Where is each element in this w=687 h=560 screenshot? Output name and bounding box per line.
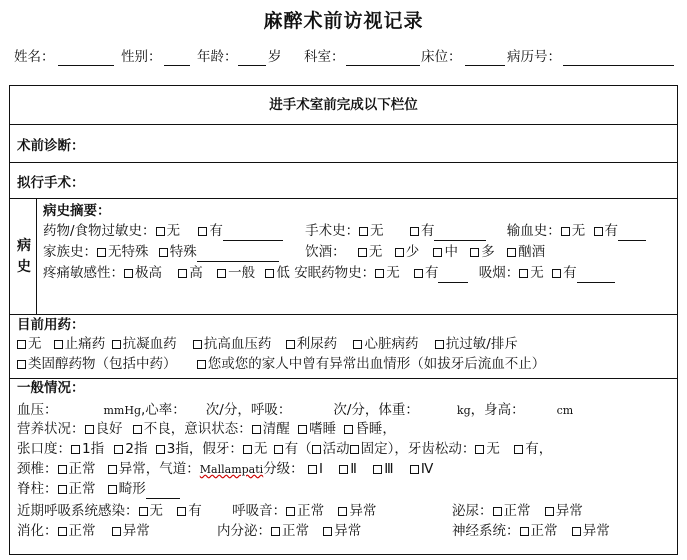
per-min-label: 次/分，体重： — [333, 402, 419, 418]
option-label: 您或您的家人中曾有异常出血情形（如拔牙后流血不止） — [207, 356, 546, 372]
surgery-history-label: 手术史： — [305, 223, 360, 239]
option-label: 异常 — [349, 503, 377, 519]
resp-infection-none-checkbox[interactable] — [139, 507, 148, 516]
endocrine-normal-checkbox[interactable] — [271, 527, 280, 536]
record-no-field[interactable] — [563, 65, 674, 66]
pain-high-checkbox[interactable] — [178, 269, 187, 278]
breath-normal-checkbox[interactable] — [286, 507, 295, 516]
option-label: 特殊 — [169, 244, 197, 260]
name-label: 姓名： — [14, 49, 55, 65]
option-label: 无 — [530, 265, 544, 281]
med-steroid-checkbox[interactable] — [17, 360, 26, 369]
digestive-line — [17, 522, 150, 541]
option-label: 无 — [368, 244, 383, 260]
med-analgesic-checkbox[interactable] — [54, 340, 63, 349]
sedative-detail-field[interactable] — [438, 267, 468, 283]
denture-have-checkbox[interactable] — [274, 445, 283, 454]
mallampati-4-checkbox[interactable] — [410, 465, 419, 474]
option-label: 异常 — [118, 461, 146, 477]
sedative-none-checkbox[interactable] — [375, 269, 384, 278]
general-row — [10, 378, 677, 554]
med-anticoagulant-checkbox[interactable] — [112, 340, 121, 349]
urinary-abnormal-checkbox[interactable] — [545, 507, 554, 516]
sedative-have-checkbox[interactable] — [414, 269, 423, 278]
option-label: 有 — [188, 503, 202, 519]
option-label: 异常 — [555, 503, 583, 519]
med-none-checkbox[interactable] — [17, 340, 26, 349]
history-row — [10, 198, 677, 314]
surgery-row[interactable] — [10, 162, 677, 198]
neck-abnormal-checkbox[interactable] — [108, 465, 117, 474]
option-label: 固定）， — [360, 441, 408, 457]
allergy-have-checkbox[interactable] — [198, 227, 207, 236]
spine-label: 脊柱： — [17, 481, 58, 497]
option-label: 无 — [166, 223, 181, 239]
bed-field[interactable] — [465, 65, 505, 66]
option-label: 无 — [149, 503, 163, 519]
option-label: 少 — [405, 244, 420, 260]
option-label: Ⅰ — [318, 461, 323, 477]
loose-teeth-none-checkbox[interactable] — [475, 445, 484, 454]
spine-deformity-checkbox[interactable] — [108, 485, 117, 494]
option-label: 无 — [253, 441, 268, 457]
option-label: 利尿药 — [296, 336, 338, 352]
option-label: 良好 — [95, 421, 123, 437]
medication-label: 目前用药： — [17, 317, 85, 333]
name-field[interactable] — [58, 65, 114, 66]
allergy-detail-field[interactable] — [223, 225, 283, 241]
option-label: 止痛药 — [64, 336, 106, 352]
patient-header — [14, 48, 682, 68]
drinking-much-checkbox[interactable] — [470, 248, 479, 257]
digestive-abnormal-checkbox[interactable] — [112, 527, 121, 536]
gender-label: 性别： — [121, 49, 162, 65]
nutrition-line — [17, 420, 396, 439]
med-diuretic-checkbox[interactable] — [286, 340, 295, 349]
pain-low-checkbox[interactable] — [265, 269, 274, 278]
option-label: 高 — [189, 265, 203, 281]
mallampati-label: Mallampati — [199, 463, 264, 476]
option-label: 正常 — [68, 481, 96, 497]
history-line-1 — [43, 222, 646, 241]
kg-unit: kg — [456, 404, 471, 417]
option-label: 畸形 — [118, 481, 146, 497]
option-label: 无 — [386, 265, 400, 281]
option-label: 低 — [276, 265, 290, 281]
mallampati-2-checkbox[interactable] — [339, 465, 348, 474]
option-label: 中 — [444, 244, 458, 260]
nutrition-good-checkbox[interactable] — [85, 425, 94, 434]
option-label: 酗酒 — [518, 244, 546, 260]
option-label: 嗜睡 — [309, 421, 337, 437]
digestive-label: 消化： — [17, 523, 58, 539]
age-field[interactable] — [238, 65, 266, 66]
allergy-label: 药物/食物过敏史： — [43, 223, 156, 239]
option-label: 无 — [370, 223, 384, 239]
surgery-history-detail-field[interactable] — [434, 225, 486, 241]
sedative-label: 安眠药物史： — [294, 265, 376, 281]
endocrine-abnormal-checkbox[interactable] — [323, 527, 332, 536]
history-line-3 — [43, 264, 615, 283]
history-char-1: 病 — [17, 238, 31, 254]
mouth-line — [17, 440, 552, 459]
loose-teeth-have-checkbox[interactable] — [514, 445, 523, 454]
age-label: 年龄： — [197, 49, 238, 65]
option-label: 异常 — [582, 523, 610, 539]
mallampati-1-checkbox[interactable] — [308, 465, 317, 474]
family-no-special-checkbox[interactable] — [97, 248, 106, 257]
height-label: ，身高： — [470, 402, 525, 418]
option-label: 正常 — [530, 523, 558, 539]
medication-row — [10, 314, 677, 378]
mouth-1-finger-checkbox[interactable] — [71, 445, 80, 454]
option-label: 正常 — [68, 461, 96, 477]
hr-label: ,心率： — [141, 402, 186, 418]
resp-infection-label: 近期呼吸系统感染： — [17, 503, 139, 519]
general-label: 一般情况： — [17, 380, 85, 396]
drinking-medium-checkbox[interactable] — [433, 248, 442, 257]
drinking-label: 饮酒： — [305, 244, 346, 260]
option-label: 异常 — [334, 523, 362, 539]
pain-normal-checkbox[interactable] — [217, 269, 226, 278]
family-history-label: 家族史： — [43, 244, 97, 260]
nervous-group — [452, 522, 610, 541]
option-label: 多 — [481, 244, 495, 260]
option-label: 心脏病药 — [364, 336, 419, 352]
diagnosis-row[interactable] — [10, 124, 677, 162]
option-label: 有 — [209, 223, 223, 239]
consciousness-clear-checkbox[interactable] — [252, 425, 261, 434]
bp-label: 血压： — [17, 402, 58, 418]
allergy-none-checkbox[interactable] — [156, 227, 165, 236]
consciousness-label: ，意识状态： — [170, 421, 252, 437]
history-side-label — [10, 198, 37, 314]
nutrition-poor-checkbox[interactable] — [133, 425, 142, 434]
option-label: 3指， — [166, 441, 203, 457]
urinary-group — [452, 502, 583, 521]
denture-fixed-checkbox[interactable] — [350, 445, 359, 454]
drinking-alcoholism-checkbox[interactable] — [507, 248, 516, 257]
nervous-normal-checkbox[interactable] — [520, 527, 529, 536]
option-label: 不良 — [143, 421, 171, 437]
transfusion-have-checkbox[interactable] — [594, 227, 603, 236]
nutrition-label: 营养状况： — [17, 421, 85, 437]
spine-line — [17, 480, 180, 499]
option-label: Ⅲ — [384, 461, 394, 477]
section-title: 进手术室前完成以下栏位 — [269, 97, 418, 113]
neck-normal-checkbox[interactable] — [58, 465, 67, 474]
age-unit: 岁 — [268, 49, 282, 65]
option-label: 无特殊 — [108, 244, 149, 260]
med-antiallergic-checkbox[interactable] — [435, 340, 444, 349]
option-label: 有 — [604, 223, 619, 239]
smoking-label: 吸烟： — [478, 265, 520, 281]
option-label: 类固醇药物（包括中药） — [28, 356, 177, 372]
vitals-line — [17, 401, 573, 420]
consciousness-drowsy-checkbox[interactable] — [298, 425, 307, 434]
diagnosis-label: 术前诊断： — [17, 138, 85, 154]
option-label: 1指 — [82, 441, 105, 457]
surgery-history-none-checkbox[interactable] — [359, 227, 368, 236]
medication-line-1 — [17, 335, 518, 354]
respiratory-line — [17, 502, 376, 521]
option-label: 无 — [571, 223, 586, 239]
pain-very-high-checkbox[interactable] — [124, 269, 133, 278]
option-label: 正常 — [503, 503, 531, 519]
urinary-label: 泌尿： — [452, 503, 493, 519]
grade-label: 分级： — [263, 461, 304, 477]
med-cardiac-checkbox[interactable] — [353, 340, 362, 349]
smoking-none-checkbox[interactable] — [519, 269, 528, 278]
option-label: 有 — [424, 265, 439, 281]
neck-label: 颈椎： — [17, 461, 58, 477]
loose-teeth-label: 牙齿松动： — [407, 441, 476, 457]
airway-label: ，气道： — [145, 461, 200, 477]
family-special-checkbox[interactable] — [159, 248, 168, 257]
resp-infection-have-checkbox[interactable] — [177, 507, 186, 516]
med-antihypertensive-checkbox[interactable] — [193, 340, 202, 349]
transfusion-none-checkbox[interactable] — [561, 227, 570, 236]
surgery-history-have-checkbox[interactable] — [410, 227, 419, 236]
denture-none-checkbox[interactable] — [243, 445, 252, 454]
surgery-label: 拟行手术： — [17, 175, 85, 191]
medication-line-2 — [17, 355, 545, 374]
gender-field[interactable] — [164, 65, 190, 66]
option-label: 极高 — [135, 265, 162, 281]
option-label: 正常 — [282, 523, 309, 539]
mouth-2-finger-checkbox[interactable] — [114, 445, 123, 454]
option-label: 抗过敏/排斥 — [445, 336, 518, 352]
option-label: 正常 — [68, 523, 96, 539]
pain-sensitivity-label: 疼痛敏感性： — [43, 265, 124, 281]
option-label: 有， — [525, 441, 553, 457]
bed-label: 床位： — [421, 49, 462, 65]
option-label: 清醒 — [262, 421, 290, 437]
nervous-label: 神经系统： — [452, 523, 520, 539]
option-label: 抗高血压药 — [203, 336, 272, 352]
option-label: 2指 — [125, 441, 148, 457]
mouth-opening-label: 张口度： — [17, 441, 71, 457]
history-line-2 — [43, 243, 545, 262]
option-label: 活动 — [322, 441, 350, 457]
smoking-have-checkbox[interactable] — [552, 269, 561, 278]
endocrine-group — [217, 522, 361, 541]
option-label: 异常 — [122, 523, 150, 539]
transfusion-detail-field[interactable] — [618, 225, 646, 241]
form-table — [9, 85, 678, 555]
department-label: 科室： — [304, 49, 345, 65]
option-label: 有 — [563, 265, 577, 281]
option-label: 抗凝血药 — [122, 336, 177, 352]
option-label: 正常 — [297, 503, 325, 519]
denture-movable-checkbox[interactable] — [312, 445, 321, 454]
per-min-label: 次/分，呼吸： — [205, 402, 292, 418]
option-label: 无 — [486, 441, 500, 457]
drinking-little-checkbox[interactable] — [395, 248, 404, 257]
section-header-row — [10, 86, 677, 124]
cm-unit: cm — [556, 404, 574, 417]
drinking-none-checkbox[interactable] — [358, 248, 367, 257]
form-title: 麻醉术前访视记录 — [263, 10, 424, 32]
endocrine-label: 内分泌： — [217, 523, 271, 539]
mouth-3-finger-checkbox[interactable] — [156, 445, 165, 454]
denture-label: 假牙： — [202, 441, 243, 457]
spine-normal-checkbox[interactable] — [58, 485, 67, 494]
breath-sound-label: 呼吸音： — [232, 503, 287, 519]
option-label: 无 — [28, 336, 42, 352]
option-label: 有（ — [284, 441, 312, 457]
mmhg-unit: mmHg — [103, 404, 141, 417]
history-summary-label: 病史摘要： — [43, 203, 111, 219]
record-no-label: 病历号： — [507, 49, 561, 65]
digestive-normal-checkbox[interactable] — [58, 527, 67, 536]
option-label: 昏睡， — [355, 421, 396, 437]
med-bleeding-checkbox[interactable] — [197, 360, 206, 369]
history-char-2: 史 — [17, 259, 31, 275]
department-field[interactable] — [346, 65, 420, 66]
neck-line — [17, 460, 433, 479]
mallampati-3-checkbox[interactable] — [373, 465, 382, 474]
option-label: Ⅳ — [420, 461, 434, 477]
option-label: 有 — [420, 223, 435, 239]
urinary-normal-checkbox[interactable] — [493, 507, 502, 516]
option-label: 一般 — [228, 265, 256, 281]
transfusion-label: 输血史： — [506, 223, 561, 239]
option-label: Ⅱ — [350, 461, 357, 477]
consciousness-coma-checkbox[interactable] — [344, 425, 353, 434]
family-detail-field[interactable] — [197, 246, 279, 262]
breath-abnormal-checkbox[interactable] — [338, 507, 347, 516]
smoking-detail-field[interactable] — [577, 267, 615, 283]
spine-detail-field[interactable] — [146, 483, 180, 499]
nervous-abnormal-checkbox[interactable] — [572, 527, 581, 536]
